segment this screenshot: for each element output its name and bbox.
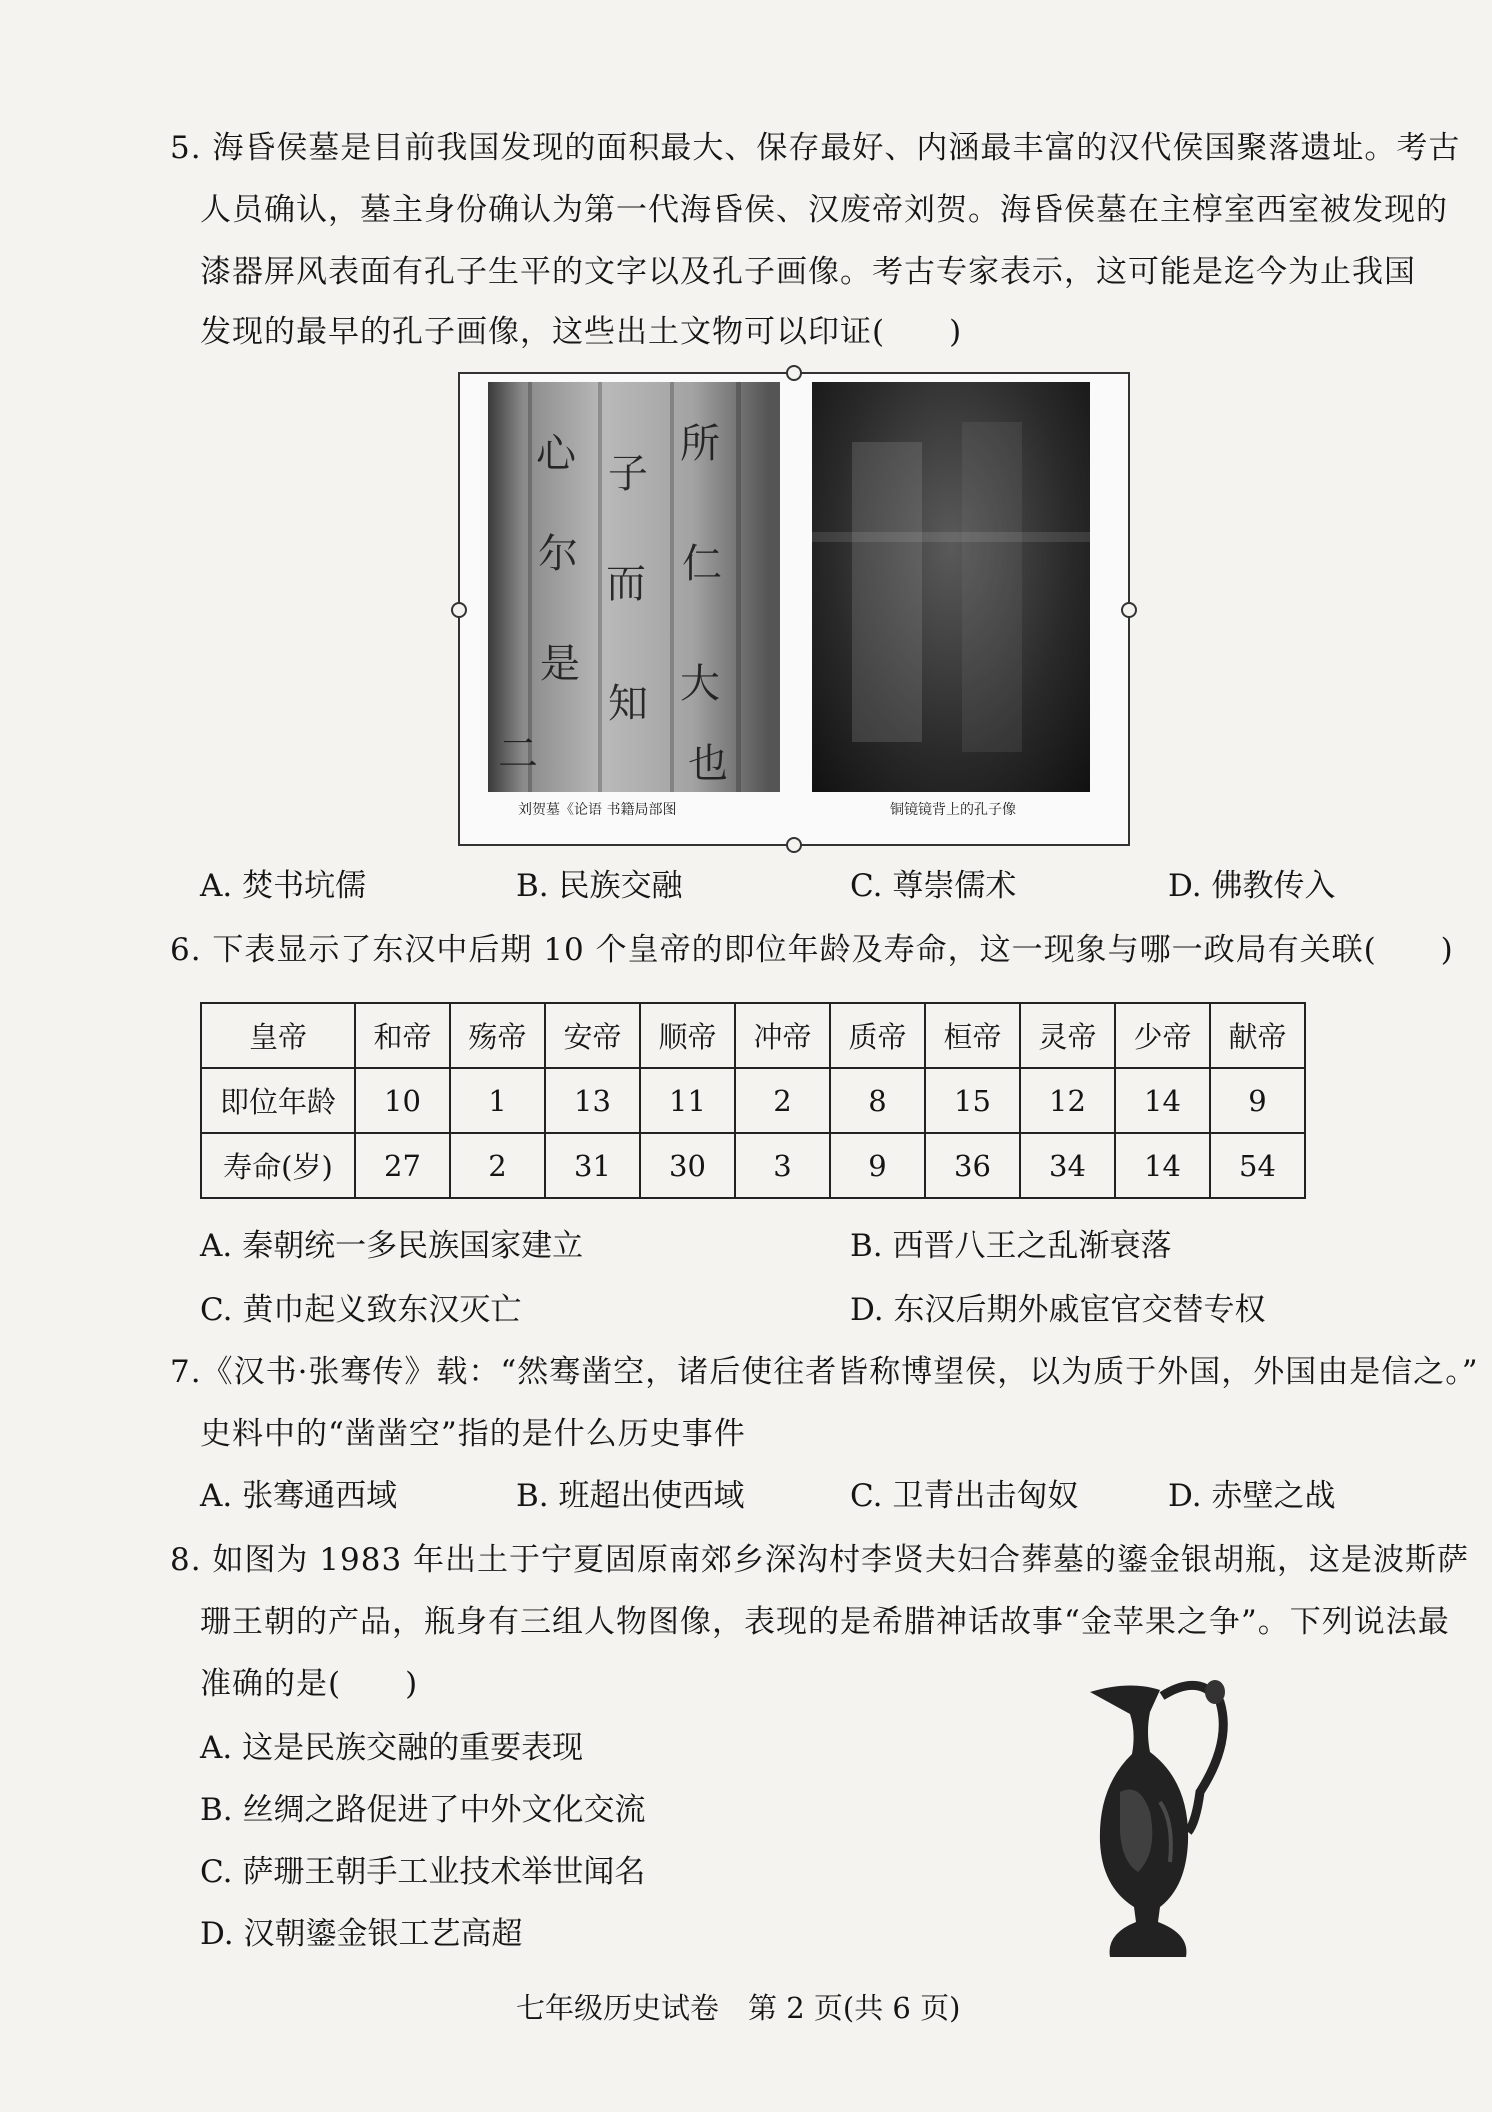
- q8-line-1: 8. 如图为 1983 年出土于宁夏固原南郊乡深沟村李贤夫妇合葬墓的鎏金银胡瓶，这是波斯萨: [170, 1542, 1470, 1578]
- q7-option-c: C. 卫青出击匈奴: [850, 1478, 1079, 1514]
- table-cell: 27: [355, 1133, 450, 1198]
- table-row-emperor: [201, 1003, 1305, 1068]
- q7-option-b: B. 班超出使西域: [516, 1478, 745, 1514]
- q7-line-2: 史料中的“凿凿空”指的是什么历史事件: [200, 1416, 746, 1452]
- table-cell: 2: [450, 1133, 545, 1198]
- q8-line-3: 准确的是( ): [200, 1666, 419, 1702]
- table-header-emperor: 皇帝: [201, 1003, 355, 1068]
- confucius-portrait-image: [812, 382, 1090, 792]
- table-cell: 安帝: [545, 1003, 640, 1068]
- q6-option-a: A. 秦朝统一多民族国家建立: [200, 1228, 584, 1264]
- q5-option-c: C. 尊崇儒术: [850, 868, 1017, 904]
- table-cell: 36: [925, 1133, 1020, 1198]
- table-row-lifespan: [201, 1133, 1305, 1198]
- table-cell: 14: [1115, 1133, 1210, 1198]
- q5-line-3: 漆器屏风表面有孔子生平的文字以及孔子画像。考古专家表示，这可能是迄今为止我国: [200, 254, 1416, 290]
- table-cell: 15: [925, 1068, 1020, 1133]
- table-cell: 桓帝: [925, 1003, 1020, 1068]
- q6-option-b: B. 西晋八王之乱渐衰落: [850, 1228, 1172, 1264]
- table-cell: 10: [355, 1068, 450, 1133]
- q5-figure: [458, 372, 1130, 846]
- table-cell: 顺帝: [640, 1003, 735, 1068]
- table-cell: 献帝: [1210, 1003, 1305, 1068]
- table-cell: 灵帝: [1020, 1003, 1115, 1068]
- table-cell: 和帝: [355, 1003, 450, 1068]
- table-cell: 冲帝: [735, 1003, 830, 1068]
- q8-option-b: B. 丝绸之路促进了中外文化交流: [200, 1792, 646, 1828]
- q6-stem: 6. 下表显示了东汉中后期 10 个皇帝的即位年龄及寿命，这一现象与哪一政局有关联( ): [170, 932, 1454, 968]
- table-cell: 1: [450, 1068, 545, 1133]
- emperor-table: [200, 1002, 1306, 1199]
- table-cell: 13: [545, 1068, 640, 1133]
- q5-option-b: B. 民族交融: [516, 868, 683, 904]
- q5-option-d: D. 佛教传入: [1168, 868, 1336, 904]
- table-cell: 34: [1020, 1133, 1115, 1198]
- gilt-silver-ewer-image: [1050, 1672, 1260, 1972]
- table-cell: 少帝: [1115, 1003, 1210, 1068]
- q8-option-c: C. 萨珊王朝手工业技术举世闻名: [200, 1854, 646, 1890]
- table-cell: 3: [735, 1133, 830, 1198]
- table-cell: 54: [1210, 1133, 1305, 1198]
- table-cell: 30: [640, 1133, 735, 1198]
- table-header-accession-age: 即位年龄: [201, 1068, 355, 1133]
- table-header-lifespan: 寿命(岁): [201, 1133, 355, 1198]
- q8-option-d: D. 汉朝鎏金银工艺高超: [200, 1916, 523, 1952]
- q5-line-4: 发现的最早的孔子画像，这些出土文物可以印证( ): [200, 314, 963, 350]
- table-cell: 2: [735, 1068, 830, 1133]
- q7-option-d: D. 赤壁之战: [1168, 1478, 1336, 1514]
- q7-option-a: A. 张骞通西域: [200, 1478, 398, 1514]
- table-row-accession-age: [201, 1068, 1305, 1133]
- q8-line-2: 珊王朝的产品，瓶身有三组人物图像，表现的是希腊神话故事“金苹果之争”。下列说法最: [200, 1604, 1450, 1640]
- table-cell: 9: [830, 1133, 925, 1198]
- q5-right-caption: 铜镜镜背上的孔子像: [890, 802, 1016, 818]
- table-cell: 14: [1115, 1068, 1210, 1133]
- table-cell: 9: [1210, 1068, 1305, 1133]
- table-cell: 8: [830, 1068, 925, 1133]
- table-cell: 12: [1020, 1068, 1115, 1133]
- table-cell: 11: [640, 1068, 735, 1133]
- q5-line-2: 人员确认，墓主身份确认为第一代海昏侯、汉废帝刘贺。海昏侯墓在主椁室西室被发现的: [200, 192, 1448, 228]
- q8-option-a: A. 这是民族交融的重要表现: [200, 1730, 584, 1766]
- q5-line-1: 5. 海昏侯墓是目前我国发现的面积最大、保存最好、内涵最丰富的汉代侯国聚落遗址。考古: [170, 130, 1461, 166]
- page-footer: 七年级历史试卷 第 2 页(共 6 页): [516, 1991, 961, 2025]
- table-cell: 殇帝: [450, 1003, 545, 1068]
- table-cell: 31: [545, 1133, 640, 1198]
- q7-line-1: 7.《汉书·张骞传》载：“然骞凿空，诸后使往者皆称博望侯，以为质于外国，外国由是信之。”: [170, 1354, 1479, 1390]
- q6-option-c: C. 黄巾起义致东汉灭亡: [200, 1292, 522, 1328]
- table-cell: 质帝: [830, 1003, 925, 1068]
- q5-left-caption: 刘贺墓《论语 书籍局部图: [518, 802, 677, 818]
- q5-option-a: A. 焚书坑儒: [200, 868, 367, 904]
- bamboo-slips-image: 心 尔 是 子 而 知 所 仁 大 二 也: [488, 382, 780, 792]
- q6-option-d: D. 东汉后期外戚宦官交替专权: [850, 1292, 1266, 1328]
